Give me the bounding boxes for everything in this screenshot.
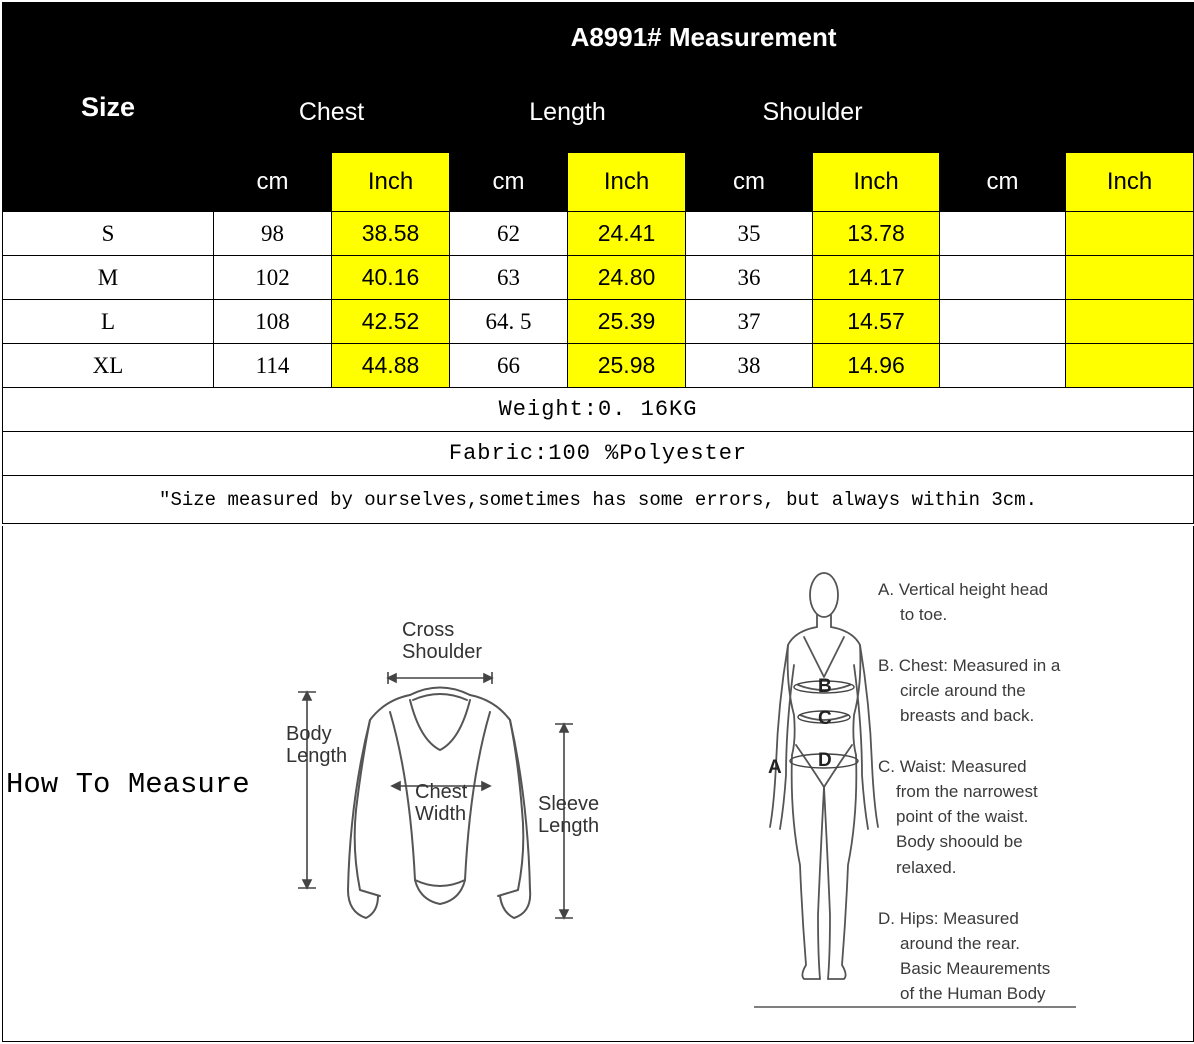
legend-line: relaxed. — [896, 858, 957, 877]
shoulder-cm-cell: 37 — [686, 300, 813, 344]
legend-line: D. Hips: Measured — [878, 909, 1019, 928]
cross-shoulder-label: Cross — [402, 619, 455, 641]
table-row — [3, 212, 1194, 256]
sleeve-length-label: Sleeve — [538, 793, 600, 815]
measurement-note: "Size measured by ourselves,sometimes has some errors, but always within 3cm. — [3, 476, 1194, 524]
marker-c: C — [818, 708, 832, 729]
legend-line: to toe. — [900, 605, 948, 624]
garment-diagram — [270, 600, 630, 940]
extra-cm-cell — [940, 256, 1066, 300]
table-row — [3, 256, 1194, 300]
group-shoulder: Shoulder — [686, 72, 940, 153]
unit-shoulder-inch: Inch — [813, 153, 940, 212]
extra-cm-cell — [940, 212, 1066, 256]
unit-extra-cm: cm — [940, 153, 1066, 212]
table-row — [3, 344, 1194, 388]
chest-inch-cell: 40.16 — [332, 256, 450, 300]
extra-cm-cell — [940, 344, 1066, 388]
marker-a: A — [768, 757, 782, 778]
legend-line: from the narrowest — [896, 782, 1038, 801]
body-length-label-2: Length — [286, 745, 348, 767]
unit-chest-inch: Inch — [332, 153, 450, 212]
shoulder-cm-cell: 35 — [686, 212, 813, 256]
size-cell: L — [3, 300, 214, 344]
chest-inch-cell: 44.88 — [332, 344, 450, 388]
extra-inch-cell — [1066, 256, 1194, 300]
legend-line: around the rear. — [900, 934, 1021, 953]
legend-line: Body shoould be — [896, 832, 1023, 851]
legend-line: point of the waist. — [896, 807, 1029, 826]
extra-inch-cell — [1066, 344, 1194, 388]
extra-cm-cell — [940, 300, 1066, 344]
legend-line: A. Vertical height head — [878, 580, 1049, 599]
length-inch-cell: 24.80 — [568, 256, 686, 300]
length-cm-cell: 66 — [450, 344, 568, 388]
unit-length-inch: Inch — [568, 153, 686, 212]
length-inch-cell: 24.41 — [568, 212, 686, 256]
length-cm-cell: 64. 5 — [450, 300, 568, 344]
chest-width-label-2: Width — [415, 803, 467, 825]
extra-inch-cell — [1066, 212, 1194, 256]
chest-inch-cell: 38.58 — [332, 212, 450, 256]
group-chest: Chest — [214, 72, 450, 153]
marker-b: B — [818, 676, 832, 697]
shoulder-inch-cell: 14.57 — [813, 300, 940, 344]
cross-shoulder-label-2: Shoulder — [402, 641, 483, 663]
legend-line: circle around the — [900, 681, 1026, 700]
how-to-measure-label: How To Measure — [6, 768, 250, 801]
chest-cm-cell: 102 — [214, 256, 332, 300]
unit-extra-inch: Inch — [1066, 153, 1194, 212]
size-cell: M — [3, 256, 214, 300]
shoulder-inch-cell: 14.17 — [813, 256, 940, 300]
chest-cm-cell: 98 — [214, 212, 332, 256]
chest-inch-cell: 42.52 — [332, 300, 450, 344]
fabric-row: Fabric:100 %Polyester — [3, 432, 1194, 476]
size-cell: XL — [3, 344, 214, 388]
shoulder-inch-cell: 13.78 — [813, 212, 940, 256]
shoulder-cm-cell: 36 — [686, 256, 813, 300]
unit-chest-cm: cm — [214, 153, 332, 212]
size-table — [2, 2, 1194, 524]
legend-line: of the Human Body — [900, 984, 1046, 1003]
marker-d: D — [818, 750, 832, 771]
table-row — [3, 300, 1194, 344]
group-extra — [940, 72, 1194, 153]
length-inch-cell: 25.39 — [568, 300, 686, 344]
unit-length-cm: cm — [450, 153, 568, 212]
length-cm-cell: 63 — [450, 256, 568, 300]
legend-line: breasts and back. — [900, 706, 1035, 725]
shoulder-inch-cell: 14.96 — [813, 344, 940, 388]
chest-width-label: Chest — [415, 781, 468, 803]
extra-inch-cell — [1066, 300, 1194, 344]
chest-cm-cell: 114 — [214, 344, 332, 388]
length-inch-cell: 25.98 — [568, 344, 686, 388]
unit-shoulder-cm: cm — [686, 153, 813, 212]
shoulder-cm-cell: 38 — [686, 344, 813, 388]
body-length-label: Body — [286, 723, 332, 745]
size-cell: S — [3, 212, 214, 256]
legend-line: B. Chest: Measured in a — [878, 656, 1061, 675]
group-length: Length — [450, 72, 686, 153]
table-title: A8991# Measurement — [214, 3, 1194, 72]
chest-cm-cell: 108 — [214, 300, 332, 344]
legend-line: C. Waist: Measured — [878, 757, 1027, 776]
size-header: Size — [3, 3, 214, 212]
length-cm-cell: 62 — [450, 212, 568, 256]
weight-row: Weight:0. 16KG — [3, 388, 1194, 432]
body-diagram — [750, 565, 1080, 1015]
sleeve-length-label-2: Length — [538, 815, 600, 837]
legend-line: Basic Meaurements — [900, 959, 1051, 978]
